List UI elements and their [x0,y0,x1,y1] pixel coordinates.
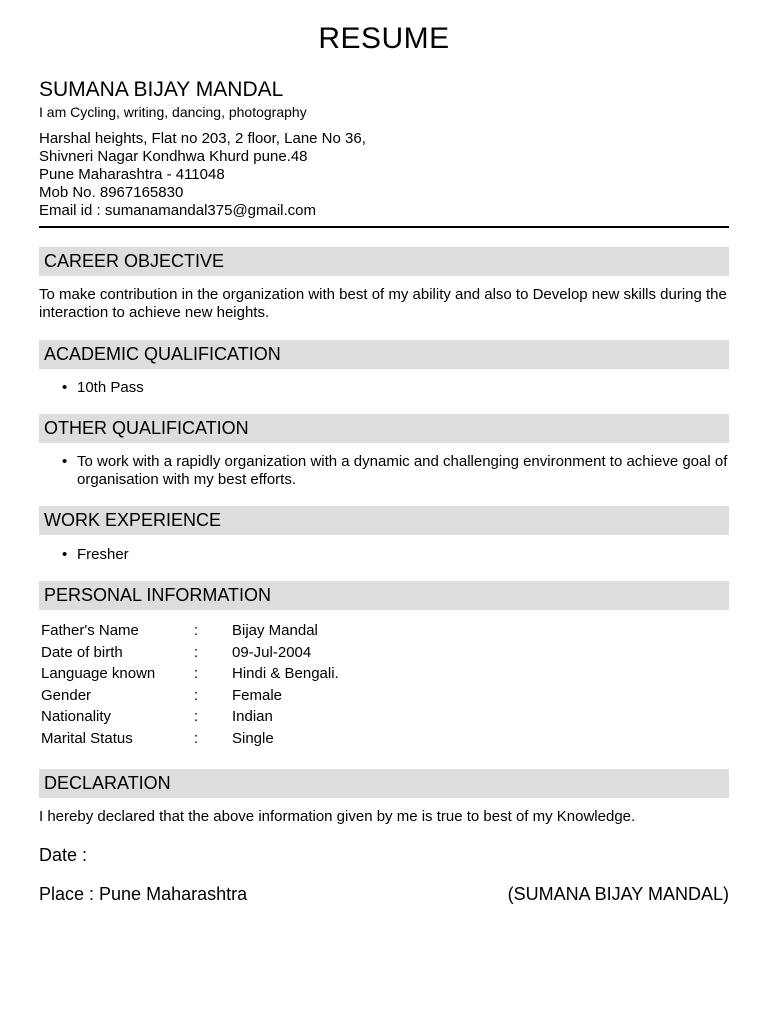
career-objective-text: To make contribution in the organization with best of my ability and also to Develop new skills during the interaction to achieve new heights. [39,286,727,321]
place-label: Place : Pune Maharashtra [39,884,248,904]
info-label: Date of birth [41,643,123,661]
document-title: RESUME [318,22,450,55]
list-item-text: To work with a rapidly organization with a dynamic and challenging environment to achieve goal of organisation with my best efforts. [77,453,728,488]
personal-info-table [41,622,339,752]
address-line: Harshal heights, Flat no 203, 2 floor, Lane No 36, [39,130,366,147]
section-heading-work-experience: WORK EXPERIENCE [39,506,729,535]
signature-name: (SUMANA BIJAY MANDAL) [507,884,729,904]
address-line: Shivneri Nagar Kondhwa Khurd pune.48 [39,148,308,165]
info-label: Nationality [41,708,112,726]
info-row-nationality [41,708,339,730]
other-qualification-list [39,453,729,489]
mobile-number: Mob No. 8967165830 [39,184,184,201]
list-item [39,379,729,397]
info-row-gender [41,687,339,709]
bullet-icon: • [62,453,68,470]
address-line: Pune Maharashtra - 411048 [39,166,225,183]
section-heading-academic: ACADEMIC QUALIFICATION [39,340,729,369]
section-heading-other-qualification: OTHER QUALIFICATION [39,414,729,443]
date-label: Date : [39,845,88,865]
info-separator: : [194,643,199,661]
section-heading-personal-information: PERSONAL INFORMATION [39,581,729,610]
candidate-tagline: I am Cycling, writing, dancing, photography [39,104,307,120]
academic-list [39,379,729,397]
list-item-text: Fresher [77,546,129,563]
info-row-language [41,665,339,687]
email-address: Email id : sumanamandal375@gmail.com [39,202,317,219]
info-label: Gender [41,686,92,704]
bullet-icon: • [62,379,68,396]
info-row-fathers-name [41,622,339,644]
info-value: Indian [232,708,273,726]
info-row-date-of-birth [41,644,339,666]
info-label: Marital Status [41,729,133,747]
info-row-marital-status [41,730,339,752]
section-heading-career-objective: CAREER OBJECTIVE [39,247,729,276]
declaration-text: I hereby declared that the above information given by me is true to best of my Knowledge. [39,808,636,825]
list-item [39,546,729,564]
list-item-text: 10th Pass [77,379,144,396]
info-value: Hindi & Bengali. [232,665,339,683]
section-heading-declaration: DECLARATION [39,769,729,798]
work-experience-list [39,546,729,564]
header-divider [39,226,729,228]
list-item [39,453,729,489]
contact-block [39,130,366,220]
info-value: Bijay Mandal [232,622,318,639]
info-separator: : [194,686,199,704]
info-label: Language known [41,665,156,683]
info-value: Single [232,729,274,747]
candidate-name: SUMANA BIJAY MANDAL [39,78,284,101]
info-label: Father's Name [41,622,139,639]
info-separator: : [194,708,199,726]
info-separator: : [194,665,199,683]
info-value: Female [232,686,283,704]
info-value: 09-Jul-2004 [232,643,312,661]
info-separator: : [194,622,199,639]
info-separator: : [194,729,199,747]
bullet-icon: • [62,546,68,563]
